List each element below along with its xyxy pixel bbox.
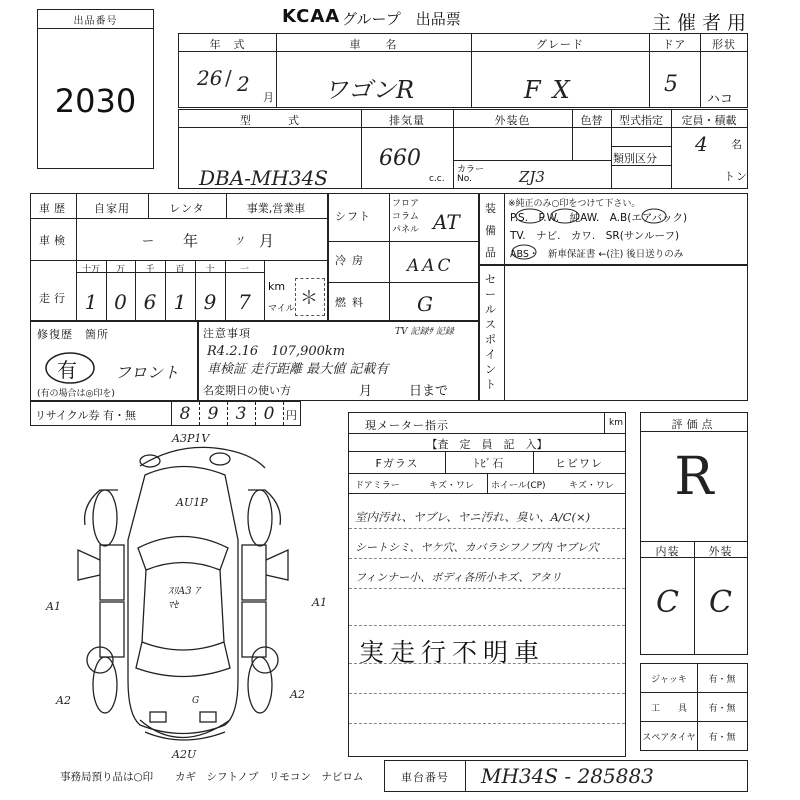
- month-value: 2: [237, 72, 250, 96]
- type-approval-label: 型式指定: [619, 114, 663, 127]
- salespoint-label: セールスポイント: [485, 273, 496, 391]
- ac-label: 冷房: [335, 254, 369, 267]
- inspector-label: 【査 定 員 記 入】: [426, 438, 548, 451]
- shift-floor[interactable]: フロア: [392, 199, 420, 209]
- shaken-dash: ー: [141, 234, 154, 248]
- capacity-label: 定員・積載: [681, 114, 737, 127]
- notes-line-2: 車検証 走行距離 最大値 記載有: [207, 362, 389, 377]
- spec-row: [178, 109, 748, 189]
- month-unit: 月: [263, 91, 275, 104]
- meter-unit: km: [609, 418, 623, 428]
- chassis-block: [384, 760, 748, 792]
- drivetrain-block: [328, 193, 479, 321]
- brand-logo: KCAA: [282, 6, 341, 27]
- comment-line-2: シートシミ、ヤケ穴、カバラシフノブ内 ヤブレ穴: [355, 541, 599, 554]
- repair-note: (有の場合は◎印を): [37, 389, 115, 399]
- extra-tools-label: 工 具: [650, 704, 687, 714]
- interior-label: 内装: [655, 545, 680, 558]
- recycle-digit: 8: [179, 404, 191, 424]
- wheel-label: ホイール(CP): [491, 481, 546, 491]
- due-label: 名変期日の使い方: [203, 384, 291, 397]
- model-label: 型 式: [240, 114, 300, 127]
- repair-location: フロント: [115, 363, 180, 382]
- color-change-label: 色替: [580, 114, 603, 127]
- diagram-right-rear-note: A2: [290, 688, 305, 701]
- rating-label: 評価点: [671, 418, 717, 431]
- name-label: 車 名: [349, 38, 398, 51]
- ac-value: AAC: [407, 256, 454, 276]
- vehicle-row: 年 式 車 名 グレード ドア 形状 26 / 2 月 ワゴンR FX 5 ハコ: [178, 33, 748, 108]
- repair-value: 有: [57, 358, 77, 382]
- recycle-label: リサイクル券 有・無: [35, 409, 136, 422]
- interior-value: C: [656, 585, 679, 620]
- history-label: 車歴: [39, 202, 69, 215]
- rating-block: [640, 412, 748, 655]
- fuel-value: G: [417, 292, 433, 316]
- diagram-left-note: A1: [46, 600, 61, 613]
- mileage-digit: 1: [84, 290, 98, 314]
- name-value: ワゴンR: [324, 76, 415, 104]
- chip-label[interactable]: ﾄﾋﾞ石: [473, 457, 505, 470]
- mileage-unit: 一: [239, 265, 249, 275]
- mileage-label: 走行: [39, 292, 69, 305]
- model-value: DBA-MH34S: [199, 166, 329, 190]
- inspector-block: [348, 412, 626, 757]
- diagram-left-rear-note: A2: [56, 694, 71, 707]
- footer-items: カギ シフトノブ リモコン ナビロム: [175, 771, 364, 783]
- mileage-unit: 千: [145, 265, 155, 275]
- doors-value: 5: [664, 72, 678, 97]
- extra-spare-value[interactable]: 有・無: [708, 733, 736, 743]
- diagram-hood-note: AU1P: [176, 496, 208, 509]
- equipment-line-1: P.S. P.W. 純AW. A.B(エアバック): [510, 212, 688, 224]
- shape-label: 形状: [712, 38, 736, 51]
- recycle-digit: 9: [207, 404, 219, 424]
- ton-unit: トン: [724, 170, 748, 183]
- lot-label: 出品番号: [73, 16, 118, 27]
- fuel-label: 燃料: [335, 296, 369, 309]
- mileage-digit: 7: [238, 290, 251, 314]
- extra-jack-label: ジャッキ: [651, 675, 687, 685]
- comment-line-1: 室内汚れ、ヤブレ、ヤニ汚れ、臭い、A/C(×): [355, 510, 591, 524]
- displacement-unit: c.c.: [429, 174, 445, 184]
- chassis-label: 車台番号: [401, 771, 449, 784]
- mileage-digit: 6: [143, 290, 157, 314]
- mirror-label: ドアミラー: [355, 481, 400, 491]
- mileage-unit: 万: [115, 265, 125, 275]
- doors-label: ドア: [662, 38, 687, 51]
- due-day: 日まで: [409, 384, 449, 399]
- mileage-digit: 0: [114, 290, 127, 314]
- shift-label: シフト: [335, 210, 371, 223]
- diagram-dot-note: G: [192, 696, 200, 706]
- lot-box: [37, 9, 154, 169]
- history-block: 車歴 自家用 レンタ 事業,営業車 車検 ー 年 ｿ 月 走行 十万 万 千 百 十 一 1 0 6 1 9 7 km マイル ＊: [30, 193, 328, 321]
- equipment-label: 装備品: [485, 202, 496, 259]
- footer-office: 事務局預り品は○印: [60, 771, 154, 783]
- mileage-unit: 百: [175, 265, 185, 275]
- mileage-unit: 十: [205, 265, 215, 275]
- diagram-right-note: A1: [312, 596, 327, 609]
- shaken-label: 車検: [39, 234, 69, 247]
- equipment-block: [479, 193, 748, 265]
- exterior-value: C: [709, 585, 732, 620]
- extra-tools-value[interactable]: 有・無: [708, 704, 736, 714]
- shaken-year-unit: 年: [183, 232, 199, 250]
- exterior-color-label: 外装色: [494, 114, 531, 127]
- history-private[interactable]: 自家用: [94, 202, 130, 215]
- capacity-value: 4: [695, 132, 708, 156]
- equipment-note: ※純正のみ○印をつけて下さい。: [508, 199, 641, 209]
- extra-spare-label: スペアタイヤ: [642, 733, 696, 743]
- recycle-block: [30, 401, 301, 426]
- diagram-top-note: A3P1V: [172, 432, 210, 445]
- comment-line-4: 実走行不明車: [359, 638, 546, 667]
- due-month: 月: [359, 384, 373, 399]
- header-title: グループ 出品票: [342, 10, 461, 28]
- extras-block: [640, 663, 748, 751]
- salespoint-block: [479, 265, 748, 401]
- capacity-unit: 名: [731, 138, 743, 151]
- diagram-rear-note: A2U: [172, 748, 197, 761]
- diagram-roof-note: ｽﾘA3 ｱﾏｾ: [168, 586, 200, 611]
- mileage-digit: 1: [173, 290, 187, 314]
- notes-side: TV 記録ｻ 記録: [395, 327, 454, 337]
- crack-label[interactable]: ヒビワレ: [555, 457, 603, 470]
- exterior-label: 外装: [708, 545, 733, 558]
- history-business[interactable]: 事業,営業車: [246, 202, 306, 215]
- grade-value: FX: [524, 76, 582, 104]
- km-unit: km: [268, 280, 286, 293]
- rating-value: R: [674, 447, 714, 507]
- shaken-month-unit: 月: [259, 232, 275, 250]
- fglass-label: Fガラス: [375, 457, 419, 470]
- year-value: 26: [197, 66, 223, 90]
- recycle-unit: 円: [286, 409, 297, 422]
- displacement-label: 排気量: [389, 114, 425, 127]
- equipment-line-2: TV. ナビ. カワ. SR(サンルーフ): [510, 230, 680, 242]
- equipment-line-3: ABS・ 新車保証書 ←(注) 後日送りのみ: [510, 249, 684, 260]
- role-label: 主催者用: [652, 12, 753, 34]
- comment-line-3: フィンナー小、ボディ各所小キズ、アタリ: [355, 571, 562, 584]
- wheel-value[interactable]: キズ・ワレ: [569, 481, 614, 491]
- shift-value: AT: [433, 210, 460, 234]
- mirror-value[interactable]: キズ・ワレ: [429, 481, 474, 491]
- shift-column[interactable]: コラム: [392, 212, 419, 222]
- shape-value: ハコ: [707, 92, 734, 107]
- grade-label: グレード: [536, 38, 584, 51]
- color-no-label: カラー No.: [457, 165, 485, 184]
- lot-number: 2030: [54, 82, 137, 120]
- year-label: 年 式: [209, 38, 246, 51]
- notes-line-1: R4.2.16 107,900km: [207, 344, 346, 359]
- extra-jack-value[interactable]: 有・無: [708, 675, 736, 685]
- meter-label: 現メーター指示: [365, 419, 449, 432]
- notes-block: [198, 321, 479, 401]
- displacement-value: 660: [379, 146, 421, 171]
- repair-block: [30, 321, 198, 401]
- recycle-digit: 3: [235, 404, 247, 424]
- mileage-unit: 十万: [81, 265, 100, 275]
- mile-unit: マイル: [268, 304, 295, 314]
- shift-panel[interactable]: パネル: [392, 225, 420, 235]
- repair-label: 修復歴 箇所: [37, 328, 109, 341]
- mileage-digit: 9: [203, 290, 217, 314]
- chassis-value: MH34S - 285883: [481, 764, 654, 788]
- class-label: 類別区分: [613, 152, 657, 165]
- history-rental[interactable]: レンタ: [169, 202, 205, 215]
- recycle-digit: 0: [263, 404, 275, 424]
- equipment-circles: [480, 194, 749, 266]
- notes-label: 注意事項: [203, 327, 251, 340]
- color-no-value: ZJ3: [519, 168, 545, 186]
- mileage-mark: ＊: [300, 288, 318, 309]
